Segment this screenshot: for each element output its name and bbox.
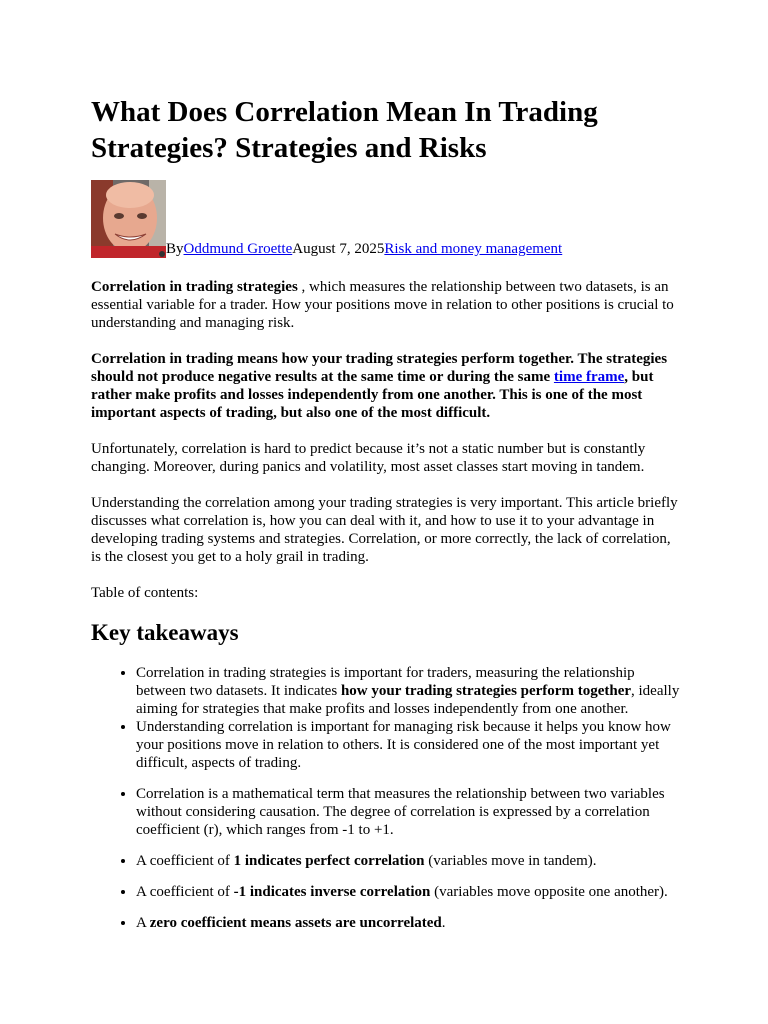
definition-paragraph (91, 350, 681, 422)
item-text: , ideally aiming for strategies that make profits and losses independently from one another. (136, 683, 680, 717)
definition-text-2: , but rather make profits and losses independently from one another. This is one of the most important aspects of trading, but also one of the most difficult. (91, 369, 654, 421)
item-text: Understanding correlation is important for managing risk because it helps you know how your positions move in relation to others. It is considered one of the most important yet difficult, aspects of trading. (136, 719, 671, 771)
item-text: A coefficient of (136, 853, 234, 869)
item-text: (variables move opposite one another). (430, 884, 668, 900)
intro-bold: Correlation in trading strategies (91, 279, 298, 295)
item-text: Correlation in trading strategies is important for traders, measuring the relationship between two datasets. It indicates (136, 665, 635, 699)
key-takeaways-heading: Key takeaways (91, 620, 239, 645)
intro-text: , which measures the relationship between two datasets, is an essential variable for a trader. How your positions move in relation to other positions is crucial to understanding and managing risk. (91, 279, 674, 331)
list-item (136, 914, 681, 932)
category-link[interactable]: Risk and money management (384, 241, 563, 257)
list-item (136, 664, 681, 718)
byline-prefix: By (166, 241, 184, 257)
unfortunately-paragraph: Unfortunately, correlation is hard to predict because it’s not a static number but is constantly changing. Moreover, during panics and volatility, most asset classes start moving in tandem. (91, 441, 646, 475)
article-title: What Does Correlation Mean In Trading Strategies? Strategies and Risks (91, 96, 598, 164)
list-item (136, 883, 681, 901)
time-frame-link[interactable]: time frame (553, 369, 625, 385)
list-item (136, 852, 681, 870)
understanding-paragraph: Understanding the correlation among your trading strategies is very important. This article briefly discusses what correlation is, how you can deal with it, and how to use it to your advantage in developing trading systems and strategies. Correlation, or more correctly, the lack of correlation, is the closest you get to a holy grail in trading. (91, 495, 678, 565)
item-text: A coefficient of (136, 884, 234, 900)
list-item (136, 785, 681, 839)
publish-date: August 7, 2025 (292, 241, 385, 257)
author-link[interactable]: Oddmund Groette (183, 241, 293, 257)
table-of-contents-label: Table of contents: (91, 585, 199, 601)
item-bold: -1 indicates inverse correlation (233, 884, 431, 900)
key-takeaways-list (91, 664, 681, 932)
item-text: Correlation is a mathematical term that measures the relationship between two variables without considering causation. The degree of correlation is expressed by a correlation coefficient (r), which ranges from -1 to +1. (136, 786, 665, 838)
byline (91, 180, 681, 258)
item-bold: how your trading strategies perform together (340, 683, 632, 699)
item-text: A (136, 915, 150, 931)
intro-paragraph (91, 278, 681, 332)
item-bold: zero coefficient means assets are uncorrelated (149, 915, 442, 931)
article (91, 94, 681, 932)
list-item (136, 718, 681, 772)
item-text: . (441, 915, 446, 931)
item-bold: 1 indicates perfect correlation (233, 853, 425, 869)
item-text: (variables move in tandem). (424, 853, 597, 869)
definition-text-1: Correlation in trading means how your trading strategies perform together. The strategies should not produce negative results at the same time or during the same (91, 351, 668, 385)
author-avatar (91, 180, 166, 258)
